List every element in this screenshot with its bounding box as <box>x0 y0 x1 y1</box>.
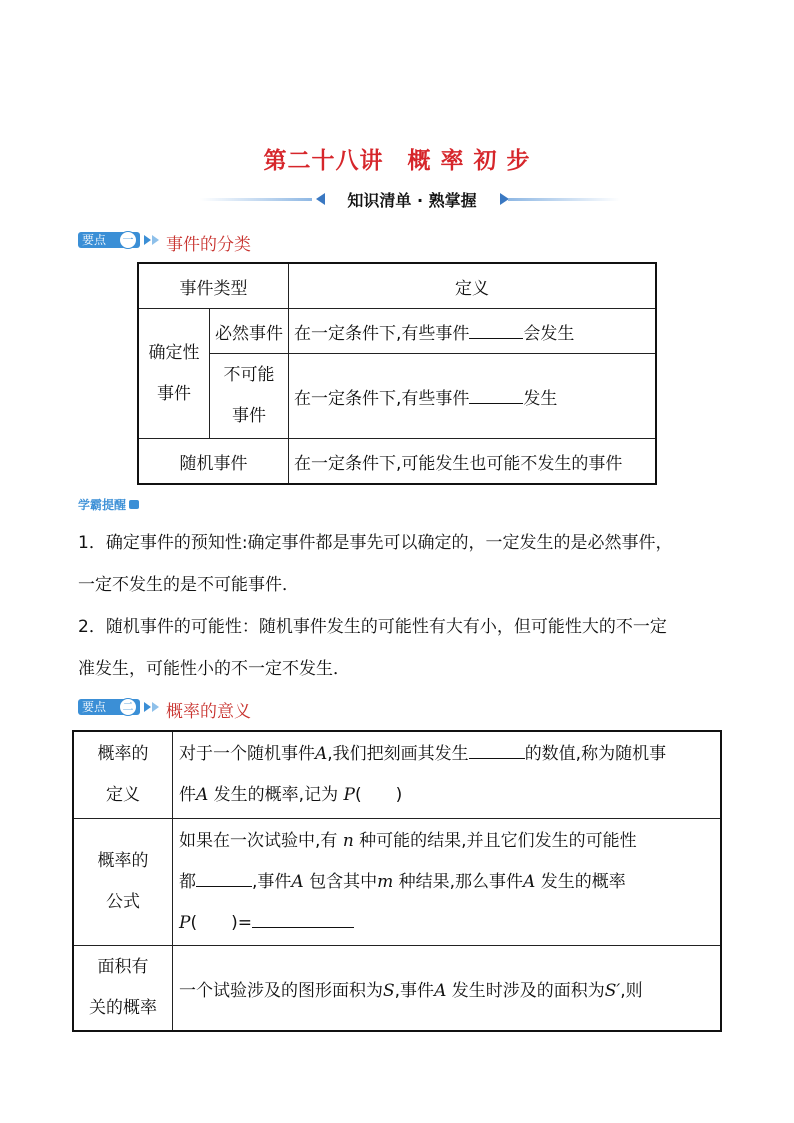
arrow-icon <box>152 235 159 245</box>
table-row <box>138 354 656 439</box>
banner-line-left <box>200 198 312 201</box>
definition-content: 对于一个随机事件A,我们把刻画其发生 的数值,称为随机事 件A 发生的概率,记为 P( ) <box>173 731 722 819</box>
impossible-event-label: 不可能 事件 <box>210 354 289 439</box>
banner-text: 知识清单 · 熟掌握 <box>347 191 477 210</box>
fill-in-blank[interactable] <box>196 870 252 887</box>
pencil-icon <box>129 500 139 509</box>
table-row <box>73 946 721 1032</box>
badge-number: 二 <box>119 698 137 716</box>
arrow-icon <box>144 702 151 712</box>
section2-title: 概率的意义 <box>166 702 251 722</box>
table-row <box>73 731 721 819</box>
section1-title: 事件的分类 <box>166 235 251 255</box>
fill-in-blank[interactable] <box>252 911 354 928</box>
impossible-event-definition: 在一定条件下,有些事件 发生 <box>289 354 657 439</box>
formula-content: 如果在一次试验中,有 n 种可能的结果,并且它们发生的可能性 都 ,事件A 包含其中m 种结果,那么事件A 发生的概率 P( )= <box>173 819 722 946</box>
key-point-badge: 要点 一 <box>78 232 140 248</box>
tip-paragraph-1: 1．确定事件的预知性:确定事件都是事先可以确定的，一定发生的是必然事件， 一定不发生的是不可能事件． <box>78 533 673 595</box>
random-event-definition: 在一定条件下,可能发生也可能不发生的事件 <box>289 439 657 485</box>
table-row <box>138 263 656 309</box>
fill-in-blank[interactable] <box>469 387 523 404</box>
study-tip-label: 学霸提醒 <box>78 494 139 510</box>
banner-line-right <box>508 198 620 201</box>
key-point-badge: 要点 二 <box>78 699 140 715</box>
section-banner <box>200 188 620 210</box>
header-definition: 定义 <box>289 263 657 309</box>
table-row <box>73 819 721 946</box>
certain-event-label: 必然事件 <box>210 309 289 354</box>
fill-in-blank[interactable] <box>469 322 523 339</box>
badge-number: 一 <box>119 231 137 249</box>
arrow-icon <box>144 235 151 245</box>
probability-meaning-table <box>72 730 722 1032</box>
area-probability-label: 面积有 关的概率 <box>73 946 173 1032</box>
random-event-label: 随机事件 <box>138 439 289 485</box>
header-event-type: 事件类型 <box>138 263 289 309</box>
tip-paragraph-2: 2．随机事件的可能性：随机事件发生的可能性有大有小，但可能性大的不一定 准发生，可能性小的不一定不发生． <box>78 617 667 679</box>
triangle-left-icon <box>316 193 325 205</box>
definition-label: 概率的 定义 <box>73 731 173 819</box>
certain-event-definition: 在一定条件下,有些事件 会发生 <box>289 309 657 354</box>
formula-label: 概率的 公式 <box>73 819 173 946</box>
page-title: 第二十八讲 概 率 初 步 <box>263 148 531 174</box>
area-probability-content: 一个试验涉及的图形面积为S,事件A 发生时涉及的面积为S′,则 <box>173 946 722 1032</box>
fill-in-blank[interactable] <box>469 742 525 759</box>
deterministic-event-label: 确定性 事件 <box>138 309 210 439</box>
arrow-icon <box>152 702 159 712</box>
table-row <box>138 309 656 354</box>
event-classification-table <box>137 262 657 485</box>
table-row <box>138 439 656 485</box>
